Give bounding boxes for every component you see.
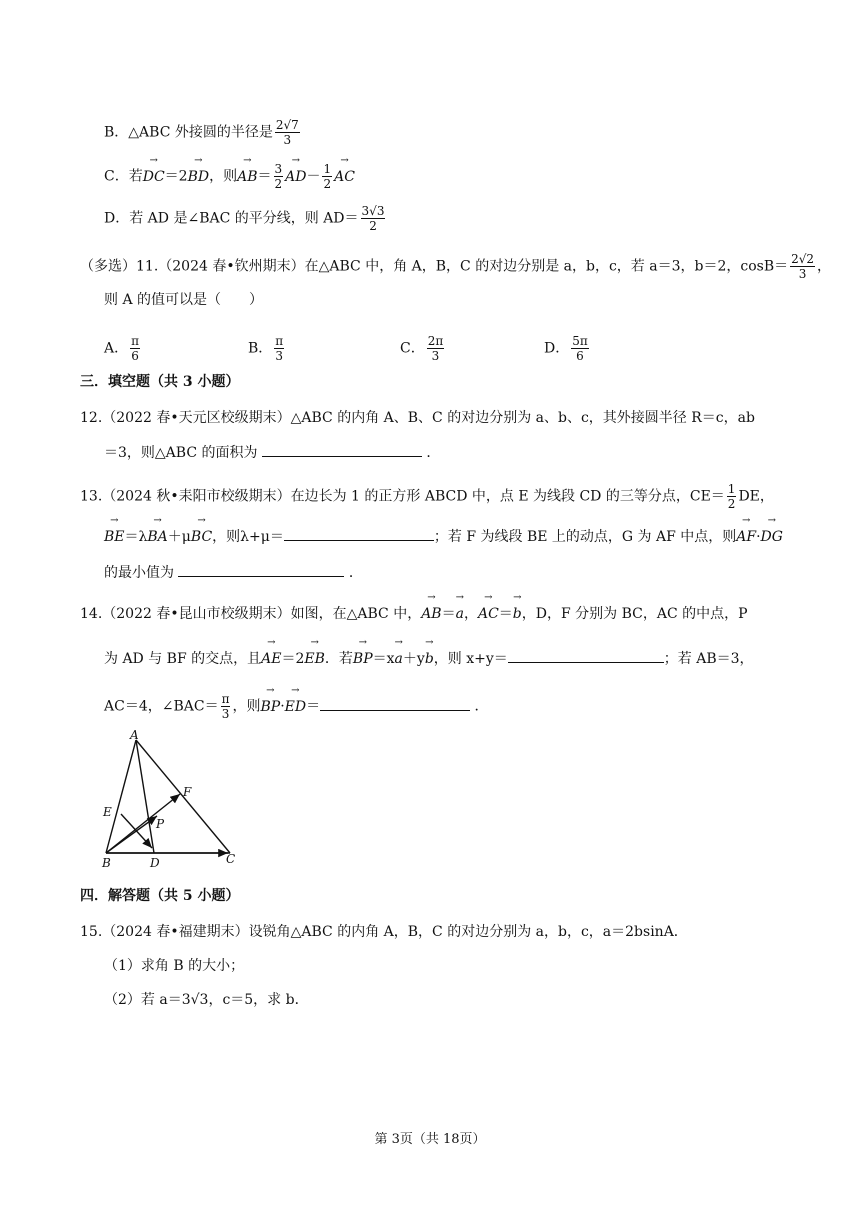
section-4-heading: 四．解答题（共 5 小题） xyxy=(80,888,240,904)
section-3-heading: 三．填空题（共 3 小题） xyxy=(80,374,240,390)
figure-label-d: D xyxy=(150,856,160,868)
figure-label-f: F xyxy=(183,785,192,799)
figure-label-b: B xyxy=(102,856,111,868)
q15-part-1: （1）求角 B 的大小； xyxy=(104,958,245,974)
q10-option-c: C．若→ DC＝2→ BD，则→ AB＝ $\frac{3}{2}$ → AD－ $\frac{1}{2}$ → AC xyxy=(104,162,355,191)
q14-line-3: AC＝4，∠BAC＝ $\frac{\pi}{3}$ ，则→ BP·→ ED＝ ． xyxy=(104,692,489,721)
q12-line-2: ＝3，则△ABC 的面积为 ． xyxy=(104,442,440,463)
q11-stem: （多选）11.（2024 春•钦州期末）在△ABC 中，角 A，B，C 的对边分别是 a，b，c，若 a＝3，b＝2，cosB＝ $\frac{2√2}{3}$ ， xyxy=(80,252,832,281)
q13-line-1: 13.（2024 秋•耒阳市校级期末）在边长为 1 的正方形 ABCD 中，点 E 为线段 CD 的三等分点，CE＝ $\frac{1}{2}$ DE， xyxy=(80,482,774,511)
q12-answer-blank xyxy=(262,442,422,457)
q10-option-d: D．若 AD 是∠BAC 的平分线，则 AD＝ $\frac{3√3}{2}$ xyxy=(104,204,385,233)
q11-option-c: C． $\frac{2\pi}{3}$ xyxy=(400,334,444,363)
q11-stem-2: 则 A 的值可以是（ ） xyxy=(104,292,264,308)
q13-answer-blank-2 xyxy=(178,562,344,577)
q11-option-d: D． $\frac{5\pi}{6}$ xyxy=(544,334,588,363)
q14-answer-blank-2 xyxy=(320,696,470,711)
q14-line-1: 14.（2022 春•昆山市校级期末）如图，在△ABC 中，→ AB＝→ a，→ AC＝→ b，D，F 分别为 BC，AC 的中点，P xyxy=(80,604,748,624)
q13-answer-blank-1 xyxy=(284,526,434,541)
figure-label-e: E xyxy=(103,805,112,819)
q14-triangle-figure xyxy=(98,728,248,868)
q14-answer-blank-1 xyxy=(508,648,664,663)
q14-line-2: 为 AD 与 BF 的交点，且→ AE＝2→ EB．若→ BP＝x→ a＋y→ b，则 x+y＝ ；若 AB＝3， xyxy=(104,648,754,669)
q13-line-2: → BE＝λ→ BA＋μ→ BC，则λ+μ＝ ；若 F 为线段 BE 上的动点，G 为 AF 中点，则→ AF·→ DG xyxy=(104,526,783,547)
q10-option-b-text: B．△ABC 外接圆的半径是 xyxy=(104,124,273,141)
q15-line-1: 15.（2024 春•福建期末）设锐角△ABC 的内角 A，B，C 的对边分别为 a，b，c，a＝2bsinA． xyxy=(80,924,688,940)
q11-option-a: A． $\frac{\pi}{6}$ xyxy=(104,334,140,363)
figure-label-p: P xyxy=(156,817,165,831)
q10-option-b-fraction: $\frac{2√7}{3}$ xyxy=(275,118,299,147)
q11-option-b: B． $\frac{\pi}{3}$ xyxy=(248,334,284,363)
page-footer: 第 3页（共 18页） xyxy=(374,1132,486,1147)
q12-line-1: 12.（2022 春•天元区校级期末）△ABC 的内角 A、B、C 的对边分别为 a、b、c，其外接圆半径 R＝c，ab xyxy=(80,410,755,426)
q15-part-2: （2）若 a＝3√3，c＝5，求 b． xyxy=(104,992,309,1008)
figure-label-c: C xyxy=(226,852,236,866)
figure-label-a: A xyxy=(130,728,139,742)
q10-option-b xyxy=(104,118,302,147)
q13-line-3: 的最小值为 ． xyxy=(104,562,363,583)
